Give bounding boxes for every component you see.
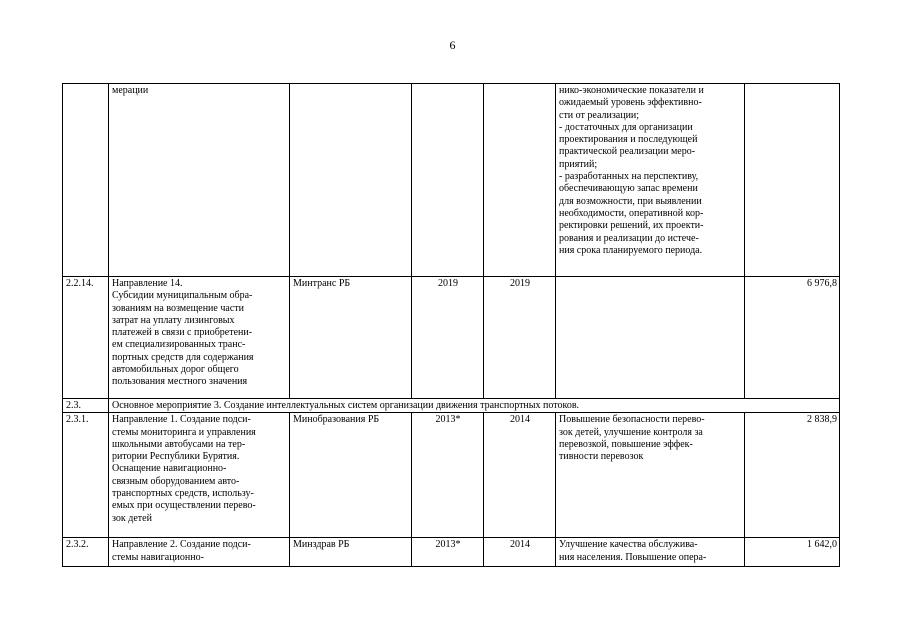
cell-amount: 1 642,0	[745, 538, 840, 567]
cell-number: 2.3.2.	[63, 538, 109, 567]
cell-end-year: 2014	[484, 413, 556, 538]
cell-start-year	[412, 84, 484, 277]
cell-number: 2.3.1.	[63, 413, 109, 538]
cell-section-title: Основное мероприятие 3. Создание интеллектуальных систем организации движения транспортных потоков.	[109, 399, 840, 413]
cell-result: нико-экономические показатели и ожидаемый уровень эффективно- сти от реализации; - достаточных для организации проектирования и последующей практической реализации меро- приятий; - разработанных на перспективу, обеспечивающую запас времени для возможности, при выявлении необходимости, оперативной кор- ректировки решений, их проекти- рования и реализации до истече- ния срока планируемого периода.	[556, 84, 745, 277]
cell-name: Направление 14. Субсидии муниципальным обра- зованиям на возмещение части затрат на уплату лизинговых платежей в связи с приобретени- ем специализированных транс- портных средств для содержания автомобильных дорог общего пользования местного значения	[109, 277, 290, 399]
cell-name: Направление 1. Создание подси- стемы мониторинга и управления школьными автобусами на тер- ритории Республики Бурятия. Оснащение навигационно- связным оборудованием авто- транспортных средств, использу- емых при осуществлении перево- зок детей	[109, 413, 290, 538]
cell-result	[556, 277, 745, 399]
cell-number: 2.2.14.	[63, 277, 109, 399]
table-row	[63, 538, 840, 567]
cell-result: Улучшение качества обслужива- ния населения. Повышение опера-	[556, 538, 745, 567]
cell-end-year: 2014	[484, 538, 556, 567]
cell-start-year: 2019	[412, 277, 484, 399]
cell-start-year: 2013*	[412, 413, 484, 538]
cell-amount: 6 976,8	[745, 277, 840, 399]
table-row	[63, 277, 840, 399]
cell-executor	[290, 84, 412, 277]
cell-executor: Минтранс РБ	[290, 277, 412, 399]
cell-amount	[745, 84, 840, 277]
cell-start-year: 2013*	[412, 538, 484, 567]
cell-name: Направление 2. Создание подси- стемы навигационно-	[109, 538, 290, 567]
cell-name: мерации	[109, 84, 290, 277]
cell-executor: Минобразования РБ	[290, 413, 412, 538]
cell-end-year	[484, 84, 556, 277]
cell-end-year: 2019	[484, 277, 556, 399]
cell-amount: 2 838,9	[745, 413, 840, 538]
table-row	[63, 84, 840, 277]
cell-result: Повышение безопасности перево- зок детей, улучшение контроля за перевозкой, повышение эффек- тивности перевозок	[556, 413, 745, 538]
cell-number: 2.3.	[63, 399, 109, 413]
table-row	[63, 413, 840, 538]
cell-executor: Минздрав РБ	[290, 538, 412, 567]
table-row	[63, 399, 840, 413]
program-table	[62, 83, 840, 567]
cell-number	[63, 84, 109, 277]
page-number: 6	[449, 38, 456, 52]
